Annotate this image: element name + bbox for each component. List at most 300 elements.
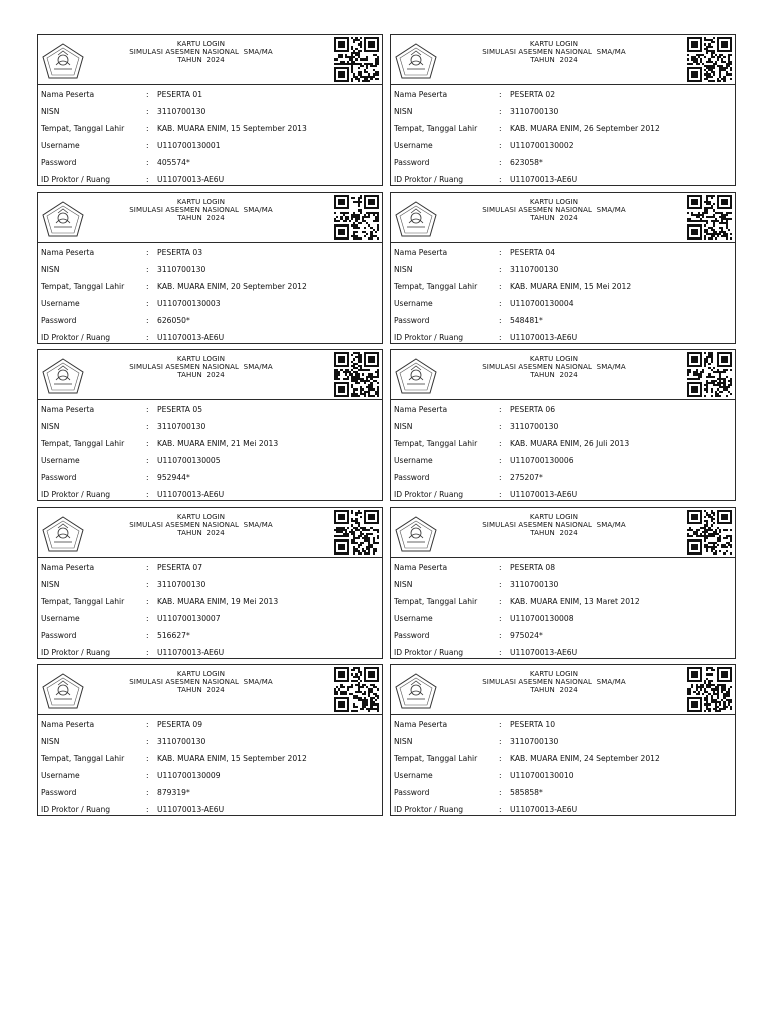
field-row-username: [38, 295, 382, 312]
participant-password: 275207*: [510, 473, 543, 483]
field-colon: :: [499, 788, 502, 798]
field-row-password: [38, 154, 382, 171]
field-row-proctor: [391, 486, 735, 503]
field-colon: :: [499, 158, 502, 168]
field-colon: :: [146, 247, 149, 257]
card-title-line-2: SIMULASI ASESMEN NASIONAL SMA/MA: [482, 678, 626, 687]
participant-nisn: 3110700130: [157, 107, 206, 117]
field-label: Tempat, Tanggal Lahir: [41, 596, 125, 606]
field-label: ID Proktor / Ruang: [394, 647, 464, 657]
field-label: Username: [41, 141, 80, 151]
field-label: Nama Peserta: [41, 562, 95, 572]
field-row-birth: [38, 593, 382, 610]
field-colon: :: [499, 737, 502, 747]
field-label: Tempat, Tanggal Lahir: [394, 124, 478, 134]
field-colon: :: [146, 439, 149, 449]
card-fields: [391, 715, 735, 819]
field-row-proctor: [38, 644, 382, 661]
field-colon: :: [499, 754, 502, 764]
tut-wuri-handayani-emblem-icon: [42, 516, 84, 552]
tut-wuri-handayani-emblem-icon: [395, 516, 437, 552]
field-colon: :: [146, 647, 149, 657]
field-row-password: [391, 312, 735, 329]
participant-name: PESERTA 07: [157, 562, 203, 572]
field-colon: :: [499, 298, 502, 308]
card-fields: [38, 85, 382, 189]
participant-username: U110700130001: [157, 141, 221, 151]
participant-proctor-room: U11070013-AE6U: [157, 647, 225, 657]
card-title: [108, 198, 294, 223]
field-colon: :: [499, 281, 502, 291]
field-colon: :: [499, 647, 502, 657]
field-row-name: [38, 401, 382, 418]
field-label: Tempat, Tanggal Lahir: [41, 124, 125, 134]
field-colon: :: [146, 788, 149, 798]
field-colon: :: [146, 579, 149, 589]
participant-name: PESERTA 09: [157, 720, 203, 729]
participant-proctor-room: U11070013-AE6U: [510, 332, 578, 342]
participant-nisn: 3110700130: [157, 422, 206, 432]
field-colon: :: [499, 771, 502, 781]
field-colon: :: [499, 439, 502, 449]
card-title: [461, 513, 647, 538]
qr-code-icon: [687, 37, 732, 82]
field-colon: :: [499, 490, 502, 500]
card-title-line-2: SIMULASI ASESMEN NASIONAL SMA/MA: [482, 205, 626, 214]
field-label: ID Proktor / Ruang: [41, 490, 111, 500]
participant-proctor-room: U11070013-AE6U: [157, 175, 225, 185]
field-row-proctor: [38, 171, 382, 188]
field-row-nisn: [391, 261, 735, 278]
qr-code-icon: [687, 667, 732, 712]
field-label: Username: [394, 613, 433, 623]
field-row-name: [391, 86, 735, 103]
card-title: [108, 513, 294, 538]
field-row-birth: [391, 593, 735, 610]
field-label: ID Proktor / Ruang: [41, 332, 111, 342]
qr-code-icon: [334, 667, 379, 712]
field-colon: :: [146, 281, 149, 291]
field-colon: :: [146, 720, 149, 729]
participant-password: 626050*: [157, 315, 190, 325]
participant-birth: KAB. MUARA ENIM, 15 Mei 2012: [510, 281, 632, 291]
participant-password: 879319*: [157, 788, 190, 798]
field-colon: :: [499, 175, 502, 185]
field-label: Password: [41, 158, 77, 168]
field-label: ID Proktor / Ruang: [394, 332, 464, 342]
field-label: NISN: [394, 737, 413, 747]
participant-name: PESERTA 02: [510, 90, 556, 99]
login-card: [390, 507, 736, 659]
card-title-line-2: SIMULASI ASESMEN NASIONAL SMA/MA: [129, 363, 273, 372]
field-row-nisn: [38, 576, 382, 593]
qr-code-modules: [687, 510, 732, 555]
card-header: [38, 665, 382, 715]
field-row-password: [38, 627, 382, 644]
participant-name: PESERTA 03: [157, 247, 203, 257]
participant-proctor-room: U11070013-AE6U: [510, 805, 578, 815]
qr-code-modules: [687, 195, 732, 240]
field-row-name: [391, 401, 735, 418]
participant-username: U110700130006: [510, 456, 574, 466]
field-row-birth: [38, 278, 382, 295]
field-row-proctor: [38, 329, 382, 346]
field-label: Tempat, Tanggal Lahir: [394, 596, 478, 606]
login-card: [390, 349, 736, 501]
card-title-line-2: SIMULASI ASESMEN NASIONAL SMA/MA: [129, 48, 273, 57]
qr-code-icon: [334, 510, 379, 555]
field-colon: :: [146, 332, 149, 342]
field-label: Username: [394, 456, 433, 466]
field-row-username: [38, 610, 382, 627]
participant-password: 548481*: [510, 315, 543, 325]
login-card: [37, 664, 383, 816]
participant-proctor-room: U11070013-AE6U: [510, 490, 578, 500]
card-fields: [38, 715, 382, 819]
card-title-line-1: KARTU LOGIN: [529, 670, 579, 678]
field-label: Nama Peserta: [41, 405, 95, 414]
field-colon: :: [499, 422, 502, 432]
field-row-password: [391, 469, 735, 486]
field-colon: :: [146, 124, 149, 134]
card-title: [461, 40, 647, 65]
field-row-proctor: [391, 644, 735, 661]
participant-nisn: 3110700130: [157, 264, 206, 274]
card-title-line-2: SIMULASI ASESMEN NASIONAL SMA/MA: [482, 363, 626, 372]
participant-birth: KAB. MUARA ENIM, 15 September 2013: [157, 124, 307, 134]
field-row-proctor: [38, 486, 382, 503]
field-label: Tempat, Tanggal Lahir: [394, 754, 478, 764]
participant-name: PESERTA 08: [510, 562, 556, 572]
participant-name: PESERTA 01: [157, 90, 203, 99]
participant-birth: KAB. MUARA ENIM, 24 September 2012: [510, 754, 660, 764]
field-row-name: [38, 86, 382, 103]
card-title: [108, 355, 294, 380]
card-title-line-3: TAHUN 2024: [530, 56, 578, 65]
field-colon: :: [146, 158, 149, 168]
field-row-username: [391, 610, 735, 627]
card-title-line-3: TAHUN 2024: [177, 371, 225, 380]
field-row-birth: [391, 435, 735, 452]
card-title-line-2: SIMULASI ASESMEN NASIONAL SMA/MA: [482, 520, 626, 529]
card-title-line-1: KARTU LOGIN: [176, 512, 226, 521]
participant-name: PESERTA 05: [157, 405, 203, 414]
field-label: Password: [41, 630, 77, 640]
field-row-username: [38, 137, 382, 154]
field-label: Password: [41, 315, 77, 325]
qr-code-icon: [334, 195, 379, 240]
participant-name: PESERTA 04: [510, 247, 556, 257]
field-colon: :: [499, 405, 502, 414]
field-label: Username: [41, 613, 80, 623]
card-title-line-1: KARTU LOGIN: [176, 40, 226, 48]
card-title-line-3: TAHUN 2024: [530, 213, 578, 222]
field-label: Username: [394, 298, 433, 308]
card-title-line-3: TAHUN 2024: [177, 213, 225, 222]
tut-wuri-handayani-emblem-icon: [395, 358, 437, 394]
field-colon: :: [499, 579, 502, 589]
card-title: [461, 198, 647, 223]
field-colon: :: [146, 298, 149, 308]
field-row-proctor: [38, 801, 382, 818]
field-label: Tempat, Tanggal Lahir: [394, 439, 478, 449]
card-fields: [38, 558, 382, 662]
participant-nisn: 3110700130: [510, 264, 559, 274]
card-header: [38, 350, 382, 400]
field-colon: :: [146, 596, 149, 606]
card-fields: [38, 243, 382, 347]
field-colon: :: [146, 473, 149, 483]
participant-name: PESERTA 06: [510, 405, 556, 414]
field-label: Password: [394, 788, 430, 798]
field-colon: :: [499, 562, 502, 572]
field-colon: :: [499, 630, 502, 640]
participant-name: PESERTA 10: [510, 720, 556, 729]
field-row-password: [391, 627, 735, 644]
field-colon: :: [146, 630, 149, 640]
field-label: Username: [41, 771, 80, 781]
card-header: [38, 35, 382, 85]
tut-wuri-handayani-emblem-icon: [395, 673, 437, 709]
field-label: ID Proktor / Ruang: [41, 805, 111, 815]
field-row-nisn: [391, 576, 735, 593]
card-fields: [391, 85, 735, 189]
login-card: [390, 664, 736, 816]
field-label: NISN: [41, 107, 60, 117]
field-row-birth: [391, 120, 735, 137]
qr-code-modules: [687, 667, 732, 712]
field-row-password: [391, 784, 735, 801]
qr-code-modules: [334, 195, 379, 240]
field-colon: :: [499, 456, 502, 466]
participant-birth: KAB. MUARA ENIM, 26 Juli 2013: [510, 439, 630, 449]
card-fields: [38, 400, 382, 504]
qr-code-icon: [687, 195, 732, 240]
login-card: [390, 34, 736, 186]
field-colon: :: [146, 737, 149, 747]
tut-wuri-handayani-emblem-icon: [395, 43, 437, 79]
card-header: [391, 508, 735, 558]
field-label: Nama Peserta: [394, 720, 448, 729]
field-colon: :: [146, 771, 149, 781]
field-colon: :: [499, 720, 502, 729]
tut-wuri-handayani-emblem-icon: [42, 673, 84, 709]
participant-password: 975024*: [510, 630, 543, 640]
participant-password: 585858*: [510, 788, 543, 798]
login-card: [37, 349, 383, 501]
field-label: Password: [394, 630, 430, 640]
field-colon: :: [499, 90, 502, 99]
card-title-line-3: TAHUN 2024: [177, 528, 225, 537]
field-row-username: [391, 767, 735, 784]
card-title-line-2: SIMULASI ASESMEN NASIONAL SMA/MA: [129, 205, 273, 214]
field-label: NISN: [394, 107, 413, 117]
field-row-birth: [38, 435, 382, 452]
participant-nisn: 3110700130: [510, 579, 559, 589]
card-title-line-1: KARTU LOGIN: [529, 512, 579, 521]
participant-nisn: 3110700130: [510, 737, 559, 747]
field-label: Tempat, Tanggal Lahir: [41, 281, 125, 291]
participant-username: U110700130005: [157, 456, 221, 466]
field-row-nisn: [38, 261, 382, 278]
field-label: Nama Peserta: [41, 90, 95, 99]
field-label: Nama Peserta: [394, 562, 448, 572]
field-row-birth: [38, 120, 382, 137]
participant-proctor-room: U11070013-AE6U: [157, 805, 225, 815]
card-header: [391, 350, 735, 400]
field-colon: :: [499, 805, 502, 815]
participant-nisn: 3110700130: [157, 579, 206, 589]
field-label: ID Proktor / Ruang: [394, 175, 464, 185]
field-label: ID Proktor / Ruang: [41, 647, 111, 657]
participant-nisn: 3110700130: [157, 737, 206, 747]
card-title: [108, 40, 294, 65]
participant-proctor-room: U11070013-AE6U: [157, 332, 225, 342]
card-title-line-1: KARTU LOGIN: [176, 197, 226, 206]
field-row-nisn: [38, 103, 382, 120]
participant-birth: KAB. MUARA ENIM, 26 September 2012: [510, 124, 660, 134]
card-title-line-2: SIMULASI ASESMEN NASIONAL SMA/MA: [482, 48, 626, 57]
qr-code-modules: [334, 37, 379, 82]
field-row-username: [391, 137, 735, 154]
field-row-nisn: [38, 733, 382, 750]
qr-code-modules: [687, 352, 732, 397]
field-colon: :: [146, 141, 149, 151]
field-colon: :: [146, 613, 149, 623]
card-header: [38, 193, 382, 243]
field-label: Username: [41, 456, 80, 466]
field-label: Username: [394, 771, 433, 781]
field-row-proctor: [391, 801, 735, 818]
field-colon: :: [499, 141, 502, 151]
field-label: Nama Peserta: [394, 90, 448, 99]
field-label: Tempat, Tanggal Lahir: [41, 754, 125, 764]
participant-username: U110700130007: [157, 613, 221, 623]
field-row-nisn: [391, 103, 735, 120]
card-title-line-1: KARTU LOGIN: [176, 355, 226, 363]
field-row-birth: [391, 750, 735, 767]
field-colon: :: [499, 332, 502, 342]
card-title: [461, 670, 647, 695]
field-label: Password: [41, 473, 77, 483]
field-label: Nama Peserta: [41, 247, 95, 257]
field-colon: :: [146, 175, 149, 185]
login-card: [37, 34, 383, 186]
participant-proctor-room: U11070013-AE6U: [510, 647, 578, 657]
field-row-name: [38, 716, 382, 733]
field-row-username: [391, 295, 735, 312]
field-colon: :: [146, 562, 149, 572]
field-colon: :: [499, 596, 502, 606]
field-colon: :: [146, 422, 149, 432]
field-colon: :: [499, 473, 502, 483]
participant-birth: KAB. MUARA ENIM, 15 September 2012: [157, 754, 307, 764]
card-title-line-3: TAHUN 2024: [530, 528, 578, 537]
field-label: NISN: [41, 264, 60, 274]
field-label: Nama Peserta: [394, 405, 448, 414]
field-colon: :: [146, 456, 149, 466]
participant-proctor-room: U11070013-AE6U: [510, 175, 578, 185]
field-colon: :: [146, 805, 149, 815]
card-title-line-3: TAHUN 2024: [530, 686, 578, 695]
field-row-password: [38, 784, 382, 801]
field-row-nisn: [391, 418, 735, 435]
participant-username: U110700130010: [510, 771, 574, 781]
card-header: [391, 193, 735, 243]
field-row-name: [391, 716, 735, 733]
login-card: [390, 192, 736, 344]
field-colon: :: [146, 490, 149, 500]
field-row-username: [391, 452, 735, 469]
field-row-username: [38, 452, 382, 469]
participant-birth: KAB. MUARA ENIM, 13 Maret 2012: [510, 596, 640, 606]
field-label: NISN: [41, 737, 60, 747]
field-colon: :: [146, 107, 149, 117]
field-row-password: [38, 469, 382, 486]
field-row-name: [38, 244, 382, 261]
card-title-line-3: TAHUN 2024: [177, 56, 225, 65]
qr-code-icon: [334, 352, 379, 397]
participant-password: 405574*: [157, 158, 190, 168]
participant-birth: KAB. MUARA ENIM, 20 September 2012: [157, 281, 307, 291]
field-row-proctor: [391, 171, 735, 188]
field-row-name: [38, 559, 382, 576]
field-label: Tempat, Tanggal Lahir: [41, 439, 125, 449]
field-row-password: [38, 312, 382, 329]
field-row-birth: [391, 278, 735, 295]
field-label: ID Proktor / Ruang: [394, 490, 464, 500]
field-colon: :: [499, 124, 502, 134]
tut-wuri-handayani-emblem-icon: [395, 201, 437, 237]
card-title-line-1: KARTU LOGIN: [529, 40, 579, 48]
field-label: Password: [394, 473, 430, 483]
card-header: [391, 35, 735, 85]
card-header: [391, 665, 735, 715]
card-title-line-1: KARTU LOGIN: [176, 670, 226, 678]
participant-proctor-room: U11070013-AE6U: [157, 490, 225, 500]
field-colon: :: [146, 754, 149, 764]
field-row-birth: [38, 750, 382, 767]
field-row-proctor: [391, 329, 735, 346]
field-colon: :: [146, 90, 149, 99]
field-label: Nama Peserta: [41, 720, 95, 729]
field-label: NISN: [394, 579, 413, 589]
card-title-line-2: SIMULASI ASESMEN NASIONAL SMA/MA: [129, 520, 273, 529]
participant-username: U110700130009: [157, 771, 221, 781]
participant-birth: KAB. MUARA ENIM, 19 Mei 2013: [157, 596, 279, 606]
field-row-name: [391, 244, 735, 261]
card-title: [461, 355, 647, 380]
field-label: Nama Peserta: [394, 247, 448, 257]
qr-code-icon: [334, 37, 379, 82]
field-label: NISN: [394, 422, 413, 432]
field-label: Password: [394, 158, 430, 168]
qr-code-icon: [687, 510, 732, 555]
field-label: Password: [41, 788, 77, 798]
card-title: [108, 670, 294, 695]
participant-password: 952944*: [157, 473, 190, 483]
qr-code-icon: [687, 352, 732, 397]
card-title-line-1: KARTU LOGIN: [529, 197, 579, 206]
field-label: Username: [394, 141, 433, 151]
field-label: Username: [41, 298, 80, 308]
tut-wuri-handayani-emblem-icon: [42, 43, 84, 79]
field-label: NISN: [394, 264, 413, 274]
field-label: NISN: [41, 579, 60, 589]
field-label: ID Proktor / Ruang: [41, 175, 111, 185]
card-fields: [391, 243, 735, 347]
participant-nisn: 3110700130: [510, 107, 559, 117]
